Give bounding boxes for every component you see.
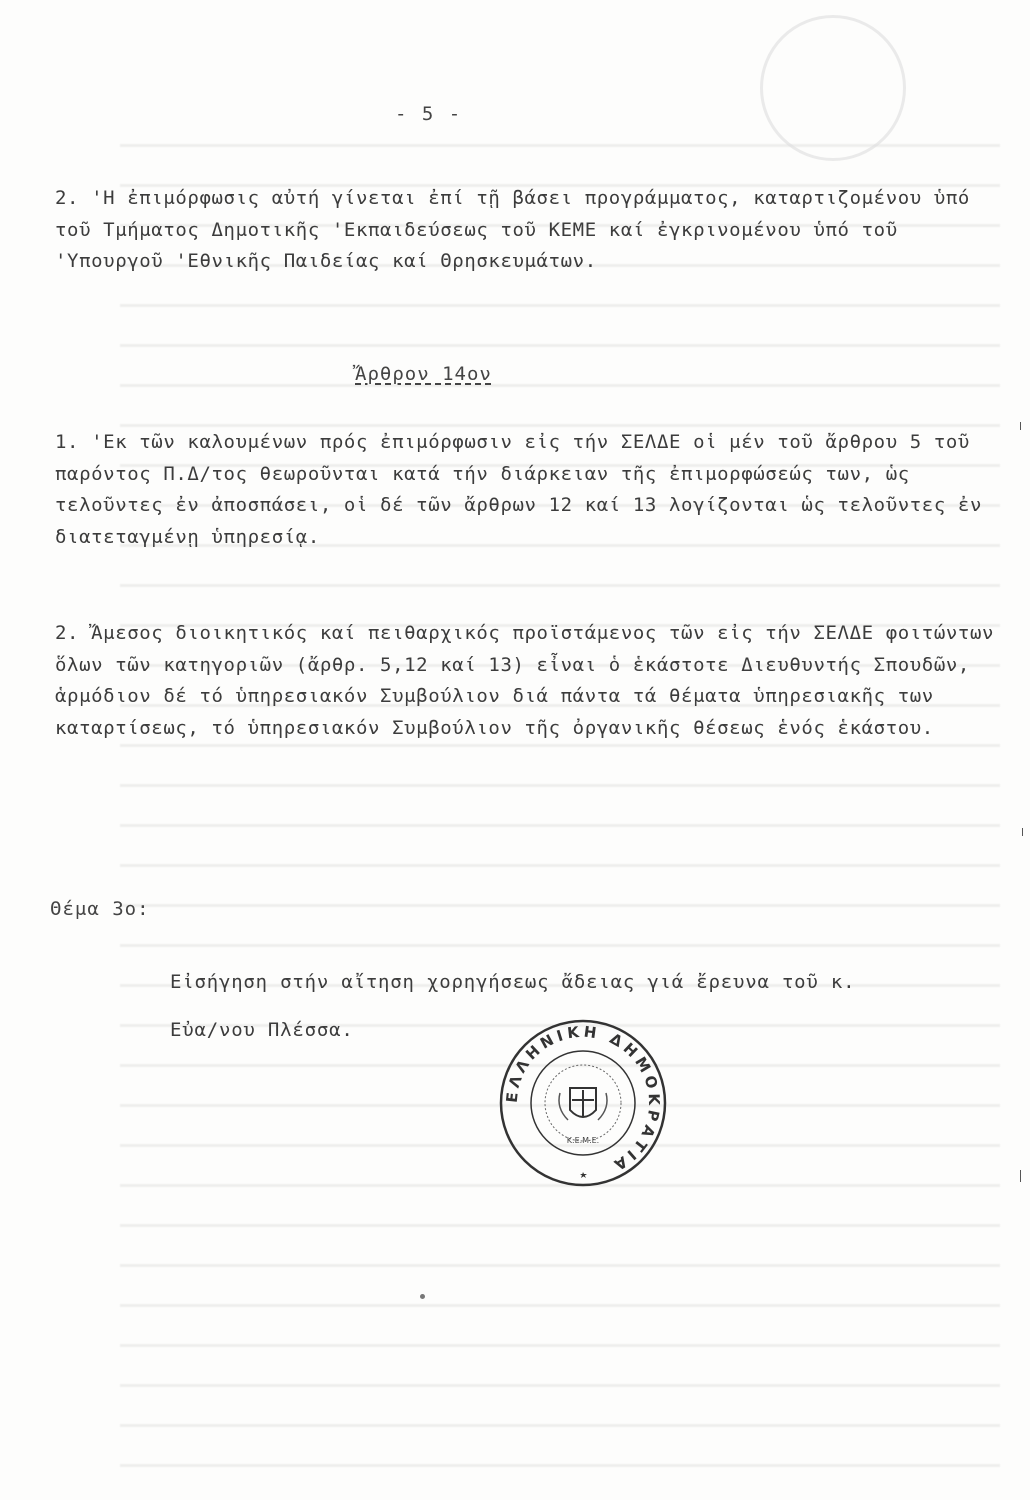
svg-text:ΕΛΛΗΝΙΚΗ ΔΗΜΟΚΡΑΤΙΑ: ΕΛΛΗΝΙΚΗ ΔΗΜΟΚΡΑΤΙΑ — [502, 1022, 664, 1176]
article-heading: Ἄρθρον 14ον — [355, 363, 492, 385]
subject-label: Θέμα 3ο: — [50, 898, 150, 920]
paragraph-continuation: 2. 'Η ἐπιμόρφωσις αὐτή γίνεται ἐπί τῇ βάσει προγράμματος, καταρτιζομένου ὑπό τοῦ Τμήματος Δημοτικῆς 'Εκπαιδεύσεως τοῦ ΚΕΜΕ καί ἐγκρινομένου ὑπό τοῦ 'Υπουργοῦ 'Εθνικῆς Παιδείας καί Θρησκευμάτων. — [55, 187, 970, 272]
page-number: - 5 - — [395, 103, 463, 125]
subject-line-1: Εἰσήγηση στήν αἴτηση χορηγήσεως ἄδειας γιά ἔρευνα τοῦ κ. — [170, 971, 856, 993]
seal-inner-text: Κ.Ε.Μ.Ε. — [566, 1136, 600, 1145]
official-stamp-seal — [498, 1018, 668, 1188]
margin-mark — [1020, 1170, 1021, 1182]
article-paragraph-1: 1. 'Εκ τῶν καλουμένων πρός ἐπιμόρφωσιν εἰς τήν ΣΕΛΔΕ οἱ μέν τοῦ ἄρθρου 5 τοῦ παρόντος Π.Δ/τος θεωροῦνται κατά τήν διάρκειαν τῆς ἐπιμορφώσεώς των, ὡς τελοῦντες ἐν ἀποσπάσει, οἱ δέ τῶν ἄρθρων 12 καί 13 λογίζονται ὡς τελοῦντες ἐν διατεταγμένῃ ὑπηρεσίᾳ. — [55, 431, 982, 548]
article-paragraph-2: 2. Ἄμεσος διοικητικός καί πειθαρχικός προϊστάμενος τῶν εἰς τήν ΣΕΛΔΕ φοιτώντων ὅλων τῶν κατηγοριῶν (ἄρθρ. 5,12 καί 13) εἶναι ὁ ἑκάστοτε Διευθυντής Σπουδῶν, ἁρμόδιον δέ τό ὑπηρεσιακόν Συμβούλιον διά πάντα τά θέματα ὑπηρεσιακῆς των καταρτίσεως, τό ὑπηρεσιακόν Συμβούλιον τῆς ὀργανικῆς θέσεως ἑνός ἑκάστου. — [55, 622, 995, 739]
reverse-side-seal-shadow — [760, 15, 906, 161]
margin-mark — [1020, 422, 1021, 430]
subject-line-2: Εὐα/νου Πλέσσα. — [170, 1019, 354, 1041]
margin-mark — [1022, 828, 1023, 836]
ink-speck — [420, 1294, 425, 1299]
reverse-side-bleed-through — [120, 130, 1000, 1500]
